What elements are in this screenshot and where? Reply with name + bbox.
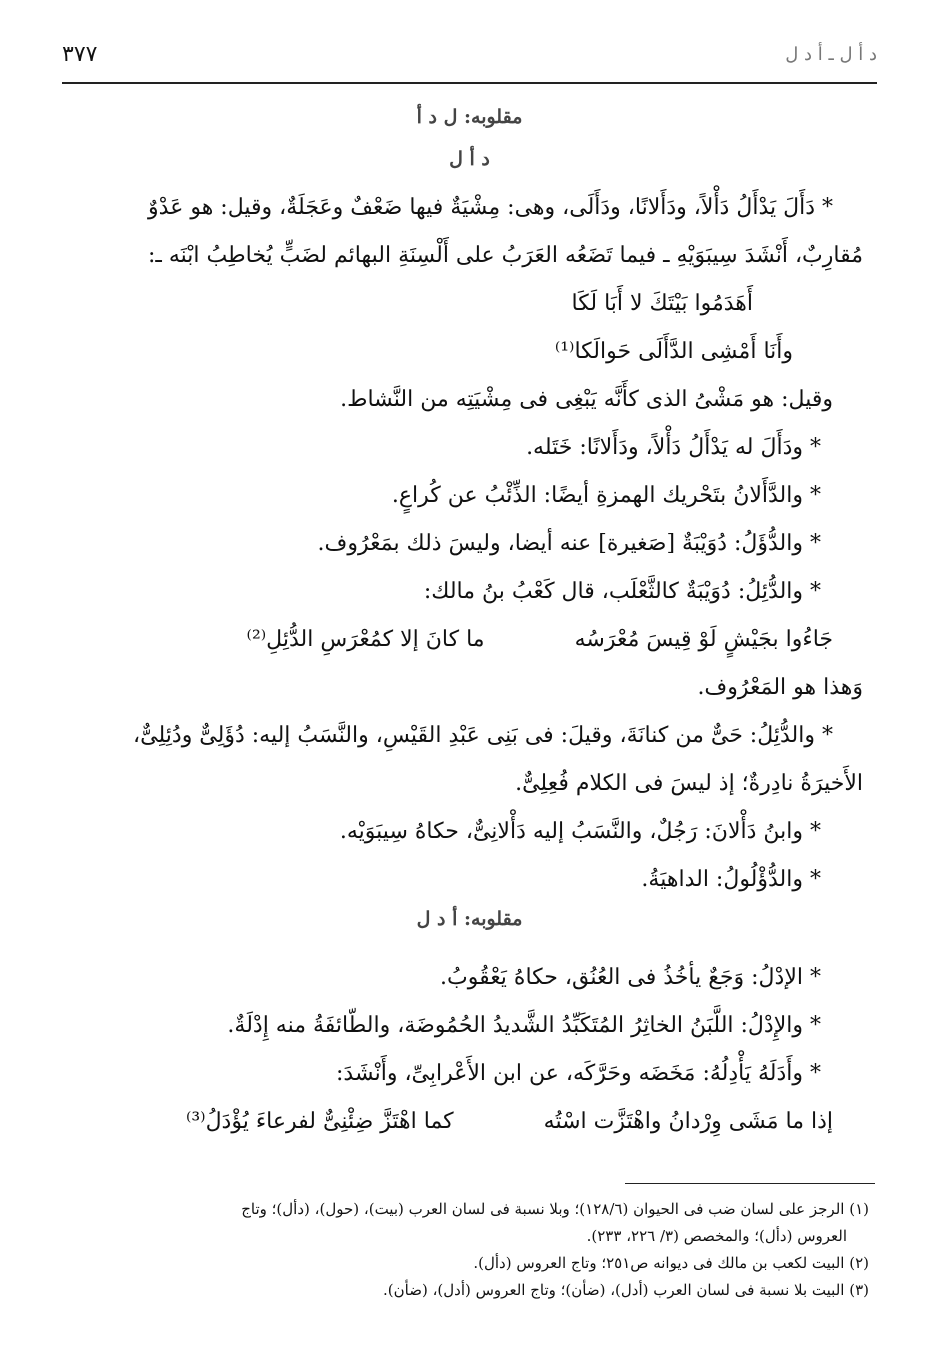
text-line: * والدُّؤَلُ: دُوَيْبَةٌ [صَغيرة] عنه أيضا، وليسَ ذلك بمَعْرُوف. (317, 531, 821, 556)
text-line: الأَخيرَةُ نادِرةٌ؛ إذ ليسَ فى الكلام فُعِلِىٌّ. (515, 771, 863, 796)
text-line: * والدُّؤْلُولُ: الداهيَةُ. (641, 867, 821, 892)
text-line: وقيل: هو مَشْىُ الذى كأَنَّه يَبْغِى فى مِشْيَتِه من النَّشاط. (340, 387, 833, 412)
text-line: * والدَّأَلانُ بتَحْريك الهمزةِ أيضًا: الذِّئْبُ عن كُراعٍ. (391, 483, 821, 508)
text-line: وَهذا هو المَعْرُوف. (697, 675, 863, 700)
text-line: * وأَدَلَهُ يَأْدِلُهُ: مَخَضَه وحَرَّكَه، عن ابن الأَعْرابِىِّ، وأَنْشَدَ: (336, 1061, 821, 1086)
verse-hemistich: إذا ما مَشَى وِرْدانُ واهْتَزَّت اسْتُه (543, 1109, 833, 1134)
main-text (73, 184, 863, 1146)
footnote-1: (١) الرجز على لسان ضب فى الحيوان (١٢٨/٦)؛ وبلا نسبة فى لسان العرب (بيت)، (حول)، (دأل)؛ وتاج (241, 1200, 869, 1218)
verse-line: وأَنَا أَمْشِى الدَّأَلَى حَوالَكا⁽¹⁾ (554, 339, 793, 364)
page-header (62, 42, 877, 76)
verse-couplet (73, 616, 863, 664)
verse-hemistich: كما اهْتَزَّ ضِئْنِىٌّ لفرعاءَ يُؤْدَلُ⁽³⁾ (185, 1109, 454, 1134)
page-number: ٣٧٧ (62, 42, 98, 67)
section-title-3: مقلوبه: أ د ل (416, 908, 523, 930)
text-line: * والإِدْلُ: اللَّبَنُ الخاثِرُ المُتَكَبِّدُ الشَّديدُ الحُمُوضَة، والطّائفَةُ منه إِدْلَةٌ. (227, 1013, 821, 1038)
running-head: د أ ل ـ أ د ل (785, 44, 877, 65)
verse-line: أَهَدَمُوا بَيْتَكَ لا أَبَا لَكَا (571, 291, 753, 316)
verse-hemistich: جَاءُوا بجَيْشٍ لَوْ قِيسَ مُعْرَسُه (574, 627, 833, 652)
verse-hemistich: ما كانَ إلا كمُعْرَسِ الدُّئِلِ⁽²⁾ (246, 627, 485, 652)
text-line: * والدُّئِلُ: حَىٌّ من كنانَةَ، وقيلَ: فى بَنِى عَبْدِ القَيْسِ، والنَّسَبُ إليه: دُؤَلِىٌّ ودُئِلِىٌّ، (133, 723, 833, 748)
header-rule (62, 82, 877, 84)
text-line: * ودَأَلَ له يَدْأَلُ دَأْلاً، ودَأَلانًا: خَتَله. (526, 435, 821, 460)
verse-couplet (73, 1098, 863, 1146)
text-line: * وابنُ دَأْلانَ: رَجُلٌ، والنَّسَبُ إليه دَأْلانِىٌّ، حكاهُ سِيبَوَيْه. (339, 819, 821, 844)
section-title-1: مقلوبه: ل د أ (416, 106, 523, 128)
footnote-3: (٣) البيت بلا نسبة فى لسان العرب (أدل)، (ضأن)؛ وتاج العروس (أدل)، (ضأن). (383, 1281, 869, 1299)
footnote-1-cont: العروس (دأل)؛ والمخصص (٣/ ٢٢٦، ٢٣٣). (586, 1227, 847, 1245)
footnote-2: (٢) البيت لكعب بن مالك فى ديوانه ص٢٥١؛ وتاج العروس (دأل). (473, 1254, 869, 1272)
section-title-2: د أ ل (449, 148, 490, 170)
footnote-rule (625, 1183, 875, 1184)
text-line: * دَأَلَ يَدْأَلُ دَأْلاً، ودَأَلانًا، ودَأَلَى، وهى: مِشْيَةٌ فيها ضَعْفٌ وعَجَلَةٌ، وقيل: هو عَدْوٌ (148, 195, 833, 220)
text-line: مُقارِبٌ، أَنْشَدَ سِيبَوَيْهِ ـ فيما تَضَعُه العَرَبُ على أَلْسِنَةِ البهائم لضَبٍّ يُخاطِبُ ابْنَه ـ: (147, 243, 863, 268)
text-line: * والدُّئِلُ: دُوَيْبَةٌ كالثَّعْلَب، قال كَعْبُ بنُ مالك: (423, 579, 821, 604)
text-line: * الإدْلُ: وَجَعٌ يأخُذُ فى العُنُق، حكاهُ يَعْقُوبُ. (440, 965, 821, 990)
footnotes (69, 1196, 869, 1304)
